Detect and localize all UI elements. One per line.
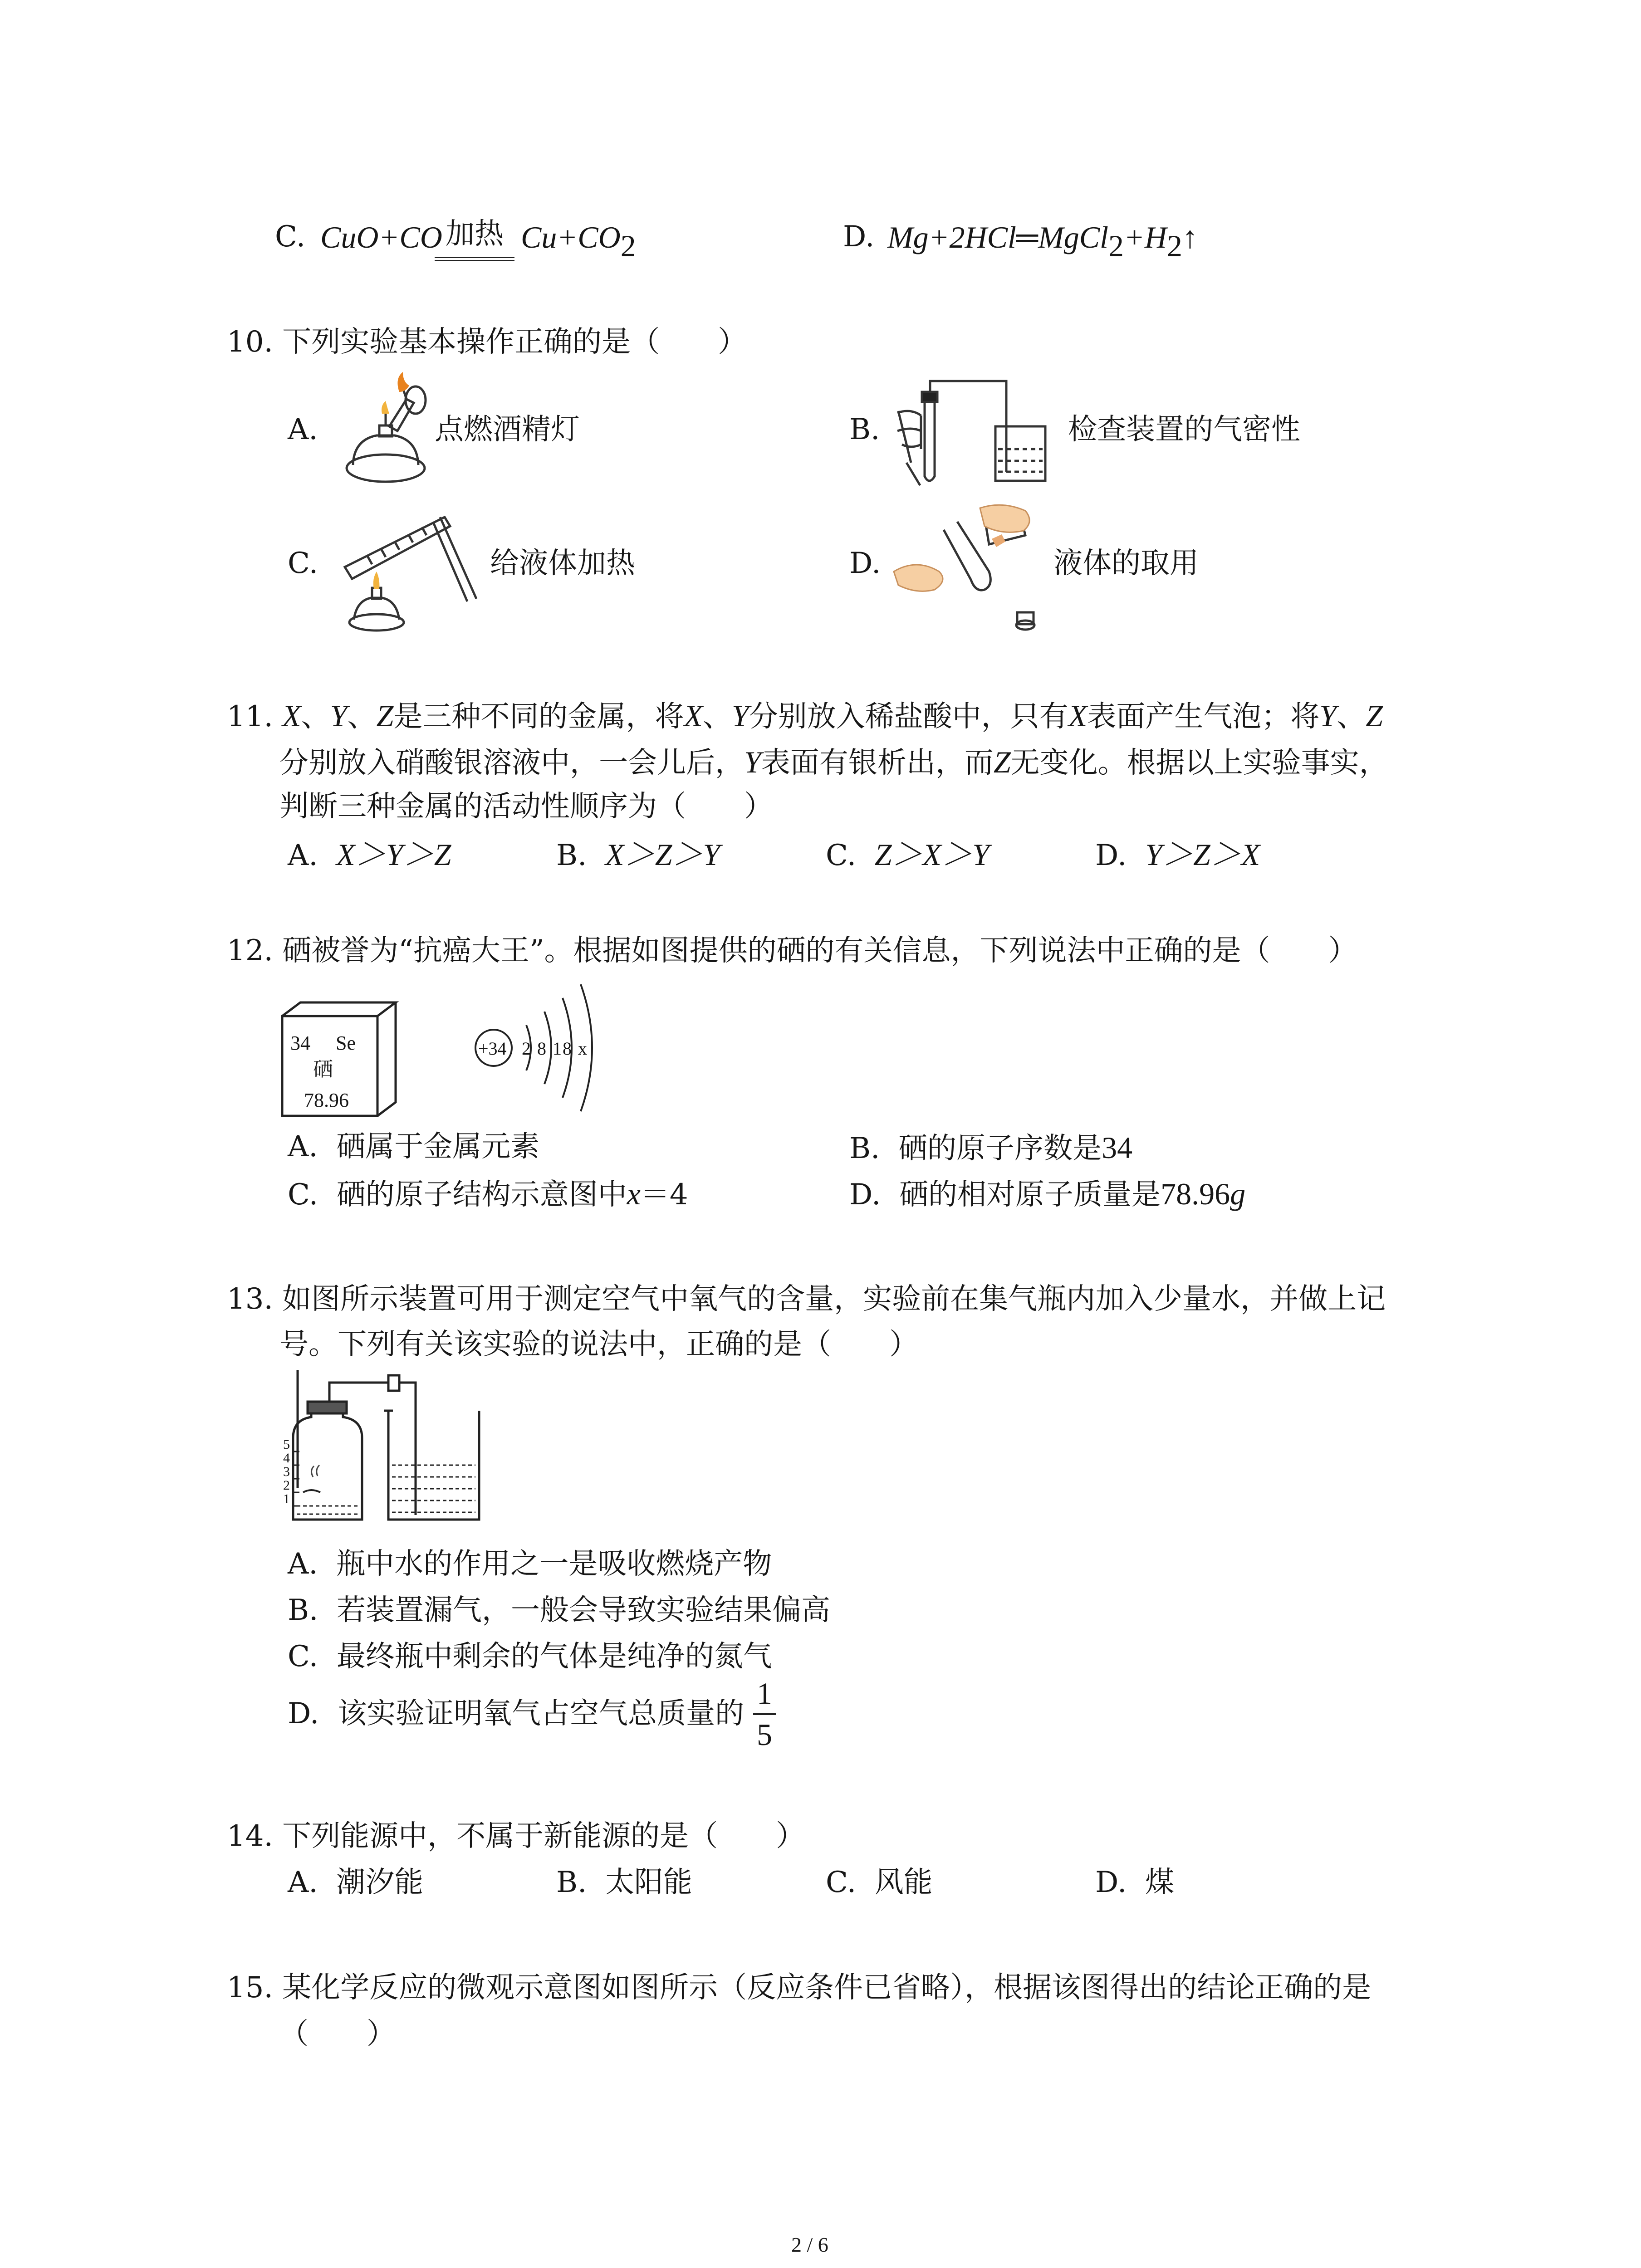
q11-option-b: B. X＞Z＞Y: [556, 837, 720, 872]
q13-line1: 13. 如图所示装置可用于测定空气中氧气的含量，实验前在集气瓶内加入少量水，并做上记: [227, 1282, 1386, 1316]
q11-option-a: A. X＞Y＞Z: [288, 837, 451, 872]
q9-equation-c: [320, 220, 442, 255]
q13-option-a: A. 瓶中水的作用之一是吸收燃烧产物: [288, 1547, 772, 1581]
q10-c-text: 给液体加热: [490, 547, 635, 580]
q10-b-text: 检查装置的气密性: [1068, 413, 1300, 446]
scale-marks: 5 4 3 2 1: [283, 1437, 290, 1506]
q9-option-d: D.: [843, 220, 875, 254]
q15-line1: 15. 某化学反应的微观示意图如图所示（反应条件已省略），根据该图得出的结论正确的是: [227, 1971, 1372, 2004]
q11-line2: 分别放入硝酸银溶液中，一会儿后，Y表面有银析出，而Z无变化。根据以上实验事实，: [279, 745, 1388, 780]
reaction-condition: 加热: [435, 220, 514, 249]
q10-a-text: 点燃酒精灯: [435, 413, 580, 446]
double-line-equals: [435, 257, 514, 261]
q15-line2: （ ）: [279, 2017, 396, 2051]
q10-c-label: C.: [288, 547, 318, 580]
q11-line3: 判断三种金属的活动性顺序为（ ）: [279, 790, 773, 823]
q13-option-d: D. 该实验证明氧气占空气总质量的: [288, 1697, 745, 1730]
q10-d-label: D.: [849, 547, 881, 580]
airtightness-check-apparatus-icon: [893, 372, 1065, 490]
q14-option-c: C. 风能: [826, 1866, 933, 1899]
q13-option-c: C. 最终瓶中剩余的气体是纯净的氮气: [288, 1640, 772, 1673]
q12-option-b: B. 硒的原子序数是34: [849, 1130, 1133, 1165]
q11-option-d: D. Y＞Z＞X: [1095, 837, 1260, 872]
liquid-pouring-apparatus-icon: [889, 503, 1053, 635]
q14-option-b: B. 太阳能: [556, 1866, 693, 1899]
element-symbol: Se: [336, 1032, 356, 1054]
electron-shells: 2 8 18 x: [522, 1038, 588, 1059]
q9-products-c: $Cu+CO_2$: [521, 220, 636, 264]
q11-option-c: C. Z＞X＞Y: [826, 837, 989, 872]
element-name: 硒: [313, 1058, 333, 1081]
q12-option-d: D. 硒的相对原子质量是78.96g: [849, 1177, 1246, 1212]
alcohol-lamp-lighting-icon: [327, 372, 445, 490]
q14-option-a: A. 潮汐能: [288, 1866, 424, 1899]
q10-b-label: B.: [849, 413, 880, 446]
q9-equation-d: $Mg+2HCl═MgCl_2+H_2↑$: [887, 220, 1198, 264]
q12-option-a: A. 硒属于金属元素: [288, 1130, 540, 1163]
q10-d-text: 液体的取用: [1053, 547, 1199, 580]
q12-stem: 12. 硒被誉为“抗癌大王”。根据如图提供的硒的有关信息，下列说法中正确的是（ ）: [227, 934, 1357, 968]
q13-option-b: B. 若装置漏气，一般会导致实验结果偏高: [288, 1593, 831, 1627]
q14-option-d: D. 煤: [1095, 1866, 1175, 1899]
q9-option-c: [275, 220, 306, 254]
q10-a-label: A.: [288, 413, 318, 446]
option-label: C.: [275, 220, 306, 254]
heating-liquid-apparatus-icon: [331, 499, 485, 635]
q10-stem: 10. 下列实验基本操作正确的是（ ）: [227, 325, 747, 359]
reactants: CuO+CO: [320, 220, 442, 254]
element-mass: 78.96: [304, 1089, 349, 1111]
page-number: 2 / 6: [791, 2233, 828, 2256]
fraction-bar: [753, 1713, 776, 1715]
fraction-one-fifth: 1 5: [753, 1676, 776, 1753]
q13-line2: 号。下列有关该实验的说法中，正确的是（ ）: [279, 1328, 918, 1361]
element-atomic-number: 34: [290, 1032, 310, 1054]
q12-option-c: C. 硒的原子结构示意图中x＝4: [288, 1177, 688, 1212]
q11-line1: 11. X、Y、Z是三种不同的金属，将X、Y分别放入稀盐酸中，只有X表面产生气泡；将Y、Z: [227, 699, 1383, 733]
q14-stem: 14. 下列能源中，不属于新能源的是（ ）: [227, 1819, 805, 1853]
oxygen-content-apparatus: [279, 1370, 524, 1533]
gas-arrow-icon: ↑: [1182, 220, 1198, 254]
nucleus-charge: +34: [478, 1038, 507, 1059]
